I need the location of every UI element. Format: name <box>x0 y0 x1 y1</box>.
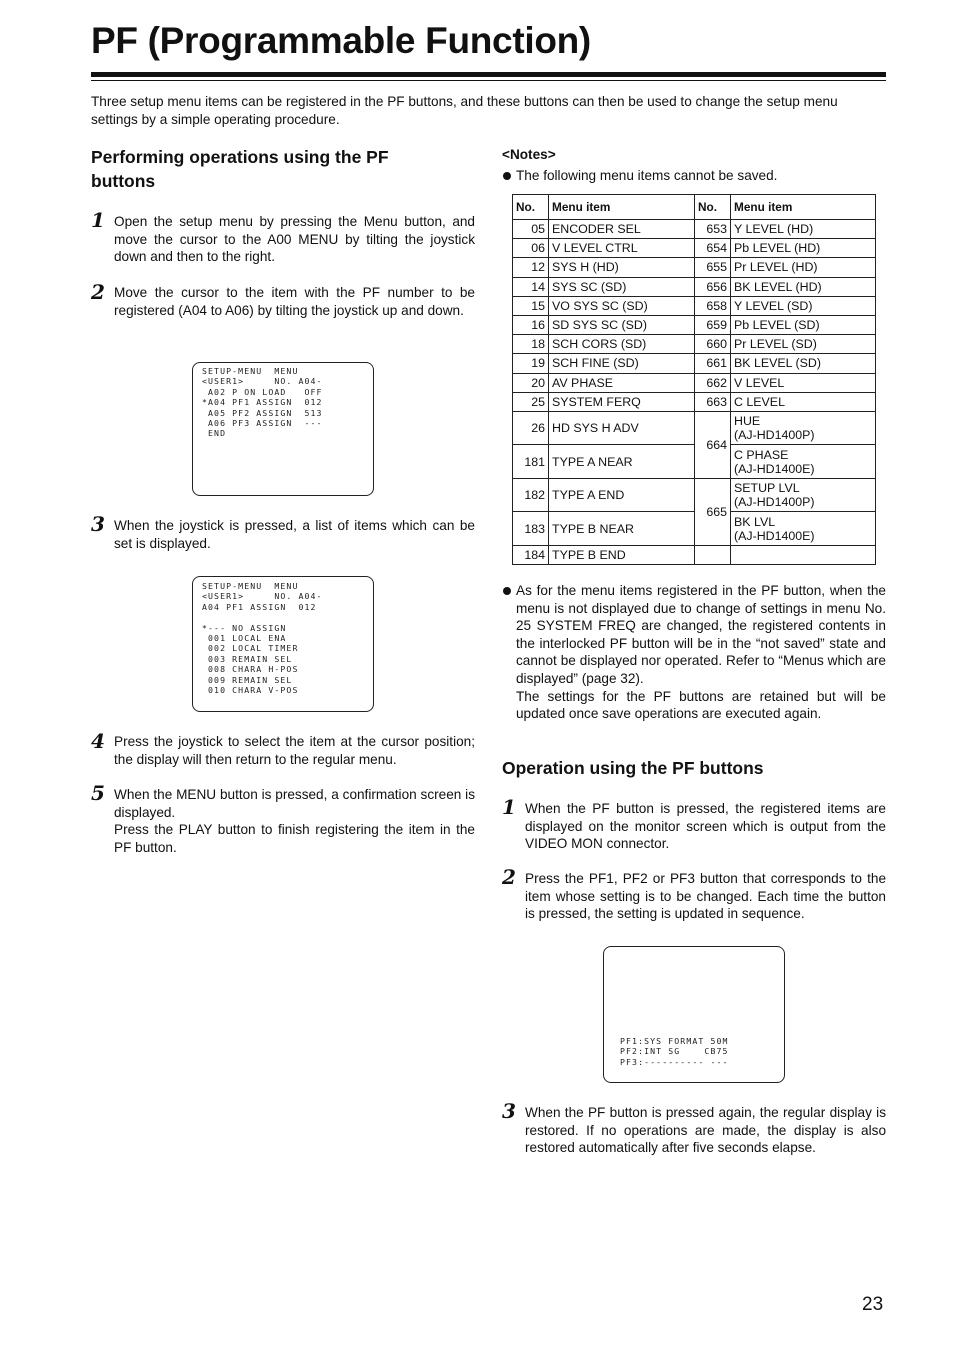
table-cell: SYS SC (SD) <box>549 277 695 296</box>
table-cell: V LEVEL CTRL <box>549 239 695 258</box>
table-header: Menu item <box>549 195 695 220</box>
table-row <box>513 411 876 445</box>
table-row <box>513 239 876 258</box>
table-cell: 656 <box>695 277 731 296</box>
table-cell: 653 <box>695 220 731 239</box>
step-text: When the PF button is pressed again, the regular display is restored. If no operations are made, the display is also restored automatically after five seconds elapse. <box>525 1105 886 1156</box>
table-cell: 655 <box>695 258 731 277</box>
table-row <box>513 373 876 392</box>
table-cell: 658 <box>695 296 731 315</box>
table-cell <box>731 411 876 445</box>
table-row <box>513 478 876 512</box>
intro-paragraph: Three setup menu items can be registered in the PF buttons, and these buttons can then be used to change the setup menu settings by a simple operating procedure. <box>91 94 838 127</box>
table-cell: 660 <box>695 335 731 354</box>
title-rule <box>91 72 886 77</box>
table-cell: Y LEVEL (HD) <box>731 220 876 239</box>
cell-line: (AJ-HD1400E) <box>734 461 815 476</box>
setup-menu-screen <box>192 362 374 496</box>
section-heading-operation: Operation using the PF buttons <box>502 758 764 778</box>
page-title: PF (Programmable Function) <box>91 20 591 61</box>
table-cell: AV PHASE <box>549 373 695 392</box>
table-cell: 659 <box>695 315 731 334</box>
table-cell: TYPE B NEAR <box>549 512 695 546</box>
table-header-row <box>513 195 876 220</box>
table-cell: BK LEVEL (HD) <box>731 277 876 296</box>
table-cell: Pr LEVEL (HD) <box>731 258 876 277</box>
cell-line: (AJ-HD1400E) <box>734 528 815 543</box>
table-header: Menu item <box>731 195 876 220</box>
table-cell: 12 <box>513 258 549 277</box>
table-cell: 664 <box>695 411 731 478</box>
step-text <box>114 786 475 856</box>
bullet-dot <box>503 172 511 180</box>
section-heading-performing <box>91 145 476 193</box>
table-cell: 25 <box>513 392 549 411</box>
step-text-line: Press the PLAY button to finish registering the item in the PF button. <box>114 822 475 855</box>
step-number: 5 <box>91 781 105 805</box>
table-cell: 06 <box>513 239 549 258</box>
screen-text: SETUP-MENU MENU <USER1> NO. A04- A04 PF1 ASSIGN 012 *--- NO ASSIGN 001 LOCAL ENA 002 LOCAL TIMER 003 REMAIN SEL 008 CHARA H-POS 009 REMAIN SEL 010 CHARA V-POS <box>202 581 323 696</box>
table-cell: HD SYS H ADV <box>549 411 695 445</box>
cell-line: (AJ-HD1400P) <box>734 495 815 510</box>
step-number: 3 <box>502 1099 516 1123</box>
table-row <box>513 220 876 239</box>
table-row <box>513 296 876 315</box>
table-row <box>513 545 876 564</box>
table-cell: SCH FINE (SD) <box>549 354 695 373</box>
table-cell: 665 <box>695 478 731 545</box>
table-row <box>513 512 876 546</box>
step-number: 1 <box>91 208 105 232</box>
table-cell: 26 <box>513 411 549 445</box>
table-cell: 663 <box>695 392 731 411</box>
note-text: The following menu items cannot be saved. <box>516 168 778 183</box>
screen-text: SETUP-MENU MENU <USER1> NO. A04- A02 P ON LOAD OFF *A04 PF1 ASSIGN 012 A05 PF2 ASSIGN 513 A06 PF3 ASSIGN --- END <box>202 366 323 439</box>
table-cell: TYPE A NEAR <box>549 445 695 479</box>
step-number: 1 <box>502 795 516 819</box>
table-cell: Pb LEVEL (SD) <box>731 315 876 334</box>
table-cell: 05 <box>513 220 549 239</box>
table-cell <box>731 545 876 564</box>
step-number: 4 <box>91 729 105 753</box>
table-row <box>513 354 876 373</box>
table-cell: SCH CORS (SD) <box>549 335 695 354</box>
note-text-line: As for the menu items registered in the PF button, when the menu is not displayed due to change of settings in menu No. 25 SYSTEM FREQ are changed, the registered contents in the interlocked PF button will be in the “not saved” state and cannot be displayed nor operated. Refer to “Menus which are displayed” (page 32). <box>516 583 886 686</box>
table-cell: SYS H (HD) <box>549 258 695 277</box>
step-text: Open the setup menu by pressing the Menu button, and move the cursor to the A00 MENU by tilting the joystick down and then to the right. <box>114 214 475 265</box>
table-cell: 15 <box>513 296 549 315</box>
step-text-line: When the MENU button is pressed, a confirmation screen is displayed. <box>114 787 475 820</box>
heading-line-2: buttons <box>91 171 156 191</box>
step-text: Press the PF1, PF2 or PF3 button that corresponds to the item whose setting is to be changed. Each time the button is pressed, the setting is updated in sequence. <box>525 871 886 922</box>
table-cell <box>731 512 876 546</box>
table-cell: 184 <box>513 545 549 564</box>
table-cell: V LEVEL <box>731 373 876 392</box>
table-cell: 14 <box>513 277 549 296</box>
table-cell: 19 <box>513 354 549 373</box>
table-cell: 661 <box>695 354 731 373</box>
table-cell: 181 <box>513 445 549 479</box>
title-rule-thin <box>91 80 886 81</box>
note-text <box>516 582 886 723</box>
table-cell: SD SYS SC (SD) <box>549 315 695 334</box>
step-number: 2 <box>91 280 105 304</box>
table-header: No. <box>695 195 731 220</box>
table-cell: 20 <box>513 373 549 392</box>
table-row <box>513 392 876 411</box>
table-cell: 18 <box>513 335 549 354</box>
table-cell: C LEVEL <box>731 392 876 411</box>
assign-list-screen <box>192 576 374 712</box>
table-cell: 654 <box>695 239 731 258</box>
step-number: 3 <box>91 512 105 536</box>
unsaved-items-table <box>512 194 876 565</box>
table-cell: Y LEVEL (SD) <box>731 296 876 315</box>
page-number: 23 <box>862 1294 884 1315</box>
table-cell: ENCODER SEL <box>549 220 695 239</box>
table-cell: TYPE A END <box>549 478 695 512</box>
table-row <box>513 258 876 277</box>
table-row <box>513 277 876 296</box>
pf-monitor-screen <box>603 946 785 1083</box>
table-cell: Pr LEVEL (SD) <box>731 335 876 354</box>
cell-line: C PHASE <box>734 447 789 462</box>
table-cell <box>695 545 731 564</box>
table-cell: BK LEVEL (SD) <box>731 354 876 373</box>
table-cell: 16 <box>513 315 549 334</box>
table-row <box>513 335 876 354</box>
table-cell: Pb LEVEL (HD) <box>731 239 876 258</box>
table-row <box>513 315 876 334</box>
step-number: 2 <box>502 865 516 889</box>
bullet-dot <box>503 587 511 595</box>
cell-line: SETUP LVL <box>734 481 800 496</box>
table-cell <box>731 478 876 512</box>
step-text: When the joystick is pressed, a list of items which can be set is displayed. <box>114 518 475 551</box>
step-text: Press the joystick to select the item at the cursor position; the display will then return to the regular menu. <box>114 734 475 767</box>
notes-heading: <Notes> <box>502 147 556 162</box>
table-row <box>513 445 876 479</box>
heading-line-1: Performing operations using the PF <box>91 147 389 167</box>
table-cell <box>731 445 876 479</box>
step-text: Move the cursor to the item with the PF number to be registered (A04 to A06) by tilting the joystick up and down. <box>114 285 475 318</box>
note-text-line: The settings for the PF buttons are retained but will be updated once save operations are executed again. <box>516 688 886 722</box>
table-cell: 182 <box>513 478 549 512</box>
table-cell: VO SYS SC (SD) <box>549 296 695 315</box>
table-header: No. <box>513 195 549 220</box>
screen-text: PF1:SYS FORMAT 50M PF2:INT SG CB75 PF3:---------- --- <box>620 1036 729 1067</box>
table-cell: SYSTEM FERQ <box>549 392 695 411</box>
cell-line: BK LVL <box>734 514 776 529</box>
step-text: When the PF button is pressed, the registered items are displayed on the monitor screen which is output from the VIDEO MON connector. <box>525 801 886 852</box>
cell-line: (AJ-HD1400P) <box>734 428 815 443</box>
table-cell: 662 <box>695 373 731 392</box>
table-cell: 183 <box>513 512 549 546</box>
table-cell: TYPE B END <box>549 545 695 564</box>
cell-line: HUE <box>734 414 761 429</box>
